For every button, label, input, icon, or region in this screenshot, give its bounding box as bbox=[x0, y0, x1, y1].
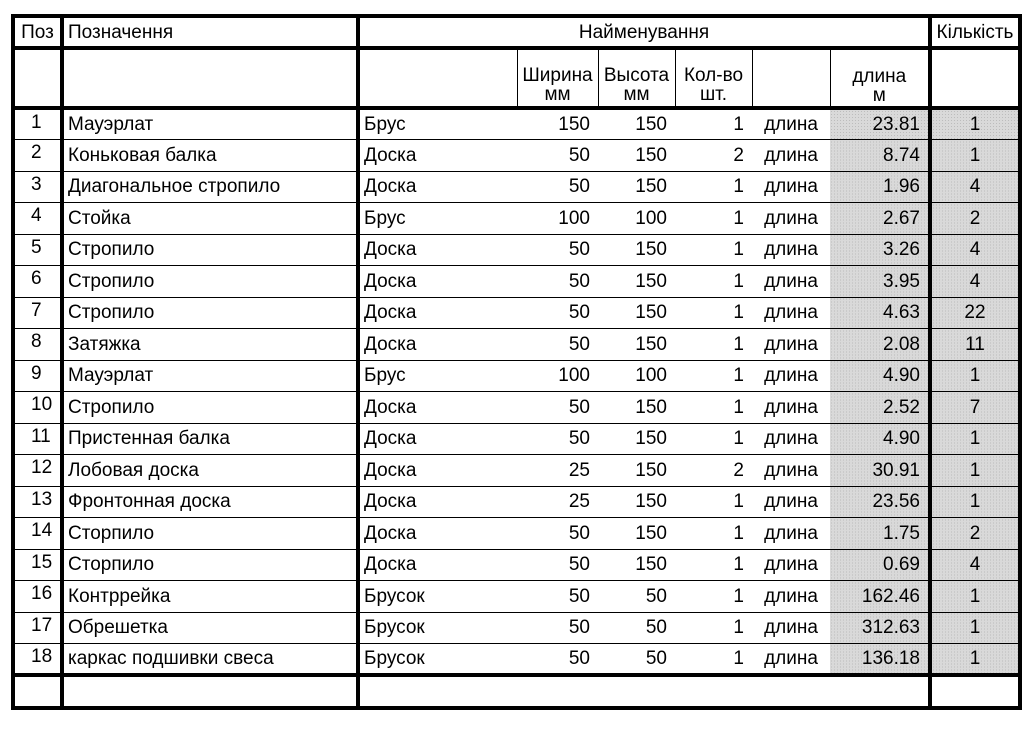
header-sub-material-empty bbox=[358, 48, 517, 108]
cell-quantity: 1 bbox=[930, 108, 1020, 140]
cell-length-word: длина bbox=[752, 203, 830, 235]
cell-width: 25 bbox=[517, 486, 598, 518]
cell-material: Брусок bbox=[358, 612, 517, 644]
table-row bbox=[13, 108, 1020, 140]
header-count bbox=[675, 48, 752, 108]
cell-count: 1 bbox=[675, 581, 752, 613]
cell-designation: Стропило bbox=[62, 234, 358, 266]
cell-height: 100 bbox=[598, 203, 675, 235]
empty-cell bbox=[13, 675, 62, 708]
cell-width: 150 bbox=[517, 108, 598, 140]
cell-quantity: 22 bbox=[930, 297, 1020, 329]
cell-material: Доска bbox=[358, 392, 517, 424]
header-height bbox=[598, 48, 675, 108]
cell-length: 4.90 bbox=[830, 360, 930, 392]
cell-length: 312.63 bbox=[830, 612, 930, 644]
table-row bbox=[13, 234, 1020, 266]
table-row bbox=[13, 171, 1020, 203]
cell-height: 150 bbox=[598, 297, 675, 329]
cell-length-word: длина bbox=[752, 108, 830, 140]
table-row bbox=[13, 549, 1020, 581]
header-width-unit: мм bbox=[544, 84, 571, 105]
table-row bbox=[13, 518, 1020, 550]
empty-cell bbox=[930, 675, 1020, 708]
cell-length-word: длина bbox=[752, 581, 830, 613]
cell-material: Доска bbox=[358, 266, 517, 298]
cell-material: Доска bbox=[358, 234, 517, 266]
cell-material: Доска bbox=[358, 423, 517, 455]
table-row bbox=[13, 392, 1020, 424]
cell-width: 50 bbox=[517, 518, 598, 550]
cell-count: 1 bbox=[675, 644, 752, 676]
cell-pos: 11 bbox=[13, 423, 62, 455]
cell-width: 50 bbox=[517, 612, 598, 644]
cell-length-word: длина bbox=[752, 234, 830, 266]
cell-width: 50 bbox=[517, 644, 598, 676]
cell-quantity: 1 bbox=[930, 612, 1020, 644]
cell-material: Доска bbox=[358, 518, 517, 550]
cell-designation: Пристенная балка bbox=[62, 423, 358, 455]
empty-cell bbox=[675, 675, 752, 708]
cell-designation: Затяжка bbox=[62, 329, 358, 361]
cell-length-word: длина bbox=[752, 486, 830, 518]
cell-quantity: 1 bbox=[930, 455, 1020, 487]
header-width-label: Ширина bbox=[522, 65, 593, 86]
header-sub-length-word-empty bbox=[752, 48, 830, 108]
cell-width: 50 bbox=[517, 140, 598, 172]
cell-length-word: длина bbox=[752, 140, 830, 172]
cell-designation: Коньковая балка bbox=[62, 140, 358, 172]
cell-material: Брусок bbox=[358, 581, 517, 613]
empty-cell bbox=[358, 675, 517, 708]
header-designation: Позначення bbox=[62, 16, 358, 48]
cell-count: 1 bbox=[675, 234, 752, 266]
empty-cell bbox=[752, 675, 830, 708]
cell-count: 1 bbox=[675, 108, 752, 140]
cell-pos: 10 bbox=[13, 392, 62, 424]
cell-width: 50 bbox=[517, 234, 598, 266]
cell-pos: 12 bbox=[13, 455, 62, 487]
cell-count: 1 bbox=[675, 549, 752, 581]
cell-length: 2.52 bbox=[830, 392, 930, 424]
cell-length: 2.08 bbox=[830, 329, 930, 361]
cell-pos: 17 bbox=[13, 612, 62, 644]
cell-length-word: длина bbox=[752, 329, 830, 361]
cell-width: 50 bbox=[517, 549, 598, 581]
cell-pos: 18 bbox=[13, 644, 62, 676]
cell-pos: 13 bbox=[13, 486, 62, 518]
cell-quantity: 11 bbox=[930, 329, 1020, 361]
cell-height: 150 bbox=[598, 234, 675, 266]
cell-designation: каркас подшивки свеса bbox=[62, 644, 358, 676]
cell-count: 1 bbox=[675, 612, 752, 644]
cell-count: 2 bbox=[675, 455, 752, 487]
cell-length: 23.81 bbox=[830, 108, 930, 140]
cell-pos: 7 bbox=[13, 297, 62, 329]
cell-height: 150 bbox=[598, 549, 675, 581]
cell-width: 50 bbox=[517, 392, 598, 424]
header-sub-pos-empty bbox=[13, 48, 62, 108]
cell-length: 8.74 bbox=[830, 140, 930, 172]
empty-cell bbox=[598, 675, 675, 708]
cell-quantity: 7 bbox=[930, 392, 1020, 424]
cell-designation: Стойка bbox=[62, 203, 358, 235]
header-row-main bbox=[13, 16, 1020, 48]
cell-material: Брусок bbox=[358, 644, 517, 676]
cell-length: 4.63 bbox=[830, 297, 930, 329]
cell-count: 1 bbox=[675, 266, 752, 298]
cell-height: 150 bbox=[598, 423, 675, 455]
cell-length-word: длина bbox=[752, 612, 830, 644]
header-pos: Поз bbox=[13, 16, 62, 48]
cell-length: 1.75 bbox=[830, 518, 930, 550]
table-row bbox=[13, 297, 1020, 329]
cell-pos: 2 bbox=[13, 140, 62, 172]
header-count-unit: шт. bbox=[699, 84, 728, 105]
cell-pos: 3 bbox=[13, 171, 62, 203]
cell-designation: Стропило bbox=[62, 266, 358, 298]
cell-length-word: длина bbox=[752, 423, 830, 455]
cell-length: 23.56 bbox=[830, 486, 930, 518]
specification-table bbox=[11, 14, 1022, 710]
cell-quantity: 1 bbox=[930, 140, 1020, 172]
cell-designation: Мауэрлат bbox=[62, 360, 358, 392]
cell-quantity: 4 bbox=[930, 549, 1020, 581]
cell-pos: 6 bbox=[13, 266, 62, 298]
cell-quantity: 1 bbox=[930, 644, 1020, 676]
cell-length: 162.46 bbox=[830, 581, 930, 613]
cell-designation: Контррейка bbox=[62, 581, 358, 613]
cell-material: Доска bbox=[358, 455, 517, 487]
header-name: Найменування bbox=[358, 16, 930, 48]
cell-pos: 1 bbox=[13, 108, 62, 140]
cell-height: 150 bbox=[598, 171, 675, 203]
cell-width: 25 bbox=[517, 455, 598, 487]
cell-height: 50 bbox=[598, 581, 675, 613]
header-length-label: длина bbox=[852, 66, 907, 87]
cell-material: Доска bbox=[358, 171, 517, 203]
empty-cell bbox=[62, 675, 358, 708]
header-length-unit: м bbox=[872, 85, 886, 106]
cell-quantity: 4 bbox=[930, 266, 1020, 298]
cell-height: 100 bbox=[598, 360, 675, 392]
header-row-sub bbox=[13, 48, 1020, 108]
cell-pos: 4 bbox=[13, 203, 62, 235]
cell-quantity: 1 bbox=[930, 360, 1020, 392]
cell-count: 1 bbox=[675, 518, 752, 550]
cell-material: Доска bbox=[358, 549, 517, 581]
cell-length: 30.91 bbox=[830, 455, 930, 487]
cell-width: 50 bbox=[517, 581, 598, 613]
cell-count: 1 bbox=[675, 423, 752, 455]
cell-height: 150 bbox=[598, 140, 675, 172]
cell-width: 50 bbox=[517, 423, 598, 455]
cell-designation: Мауэрлат bbox=[62, 108, 358, 140]
cell-width: 50 bbox=[517, 297, 598, 329]
cell-designation: Сторпило bbox=[62, 549, 358, 581]
cell-pos: 8 bbox=[13, 329, 62, 361]
cell-quantity: 1 bbox=[930, 581, 1020, 613]
cell-length-word: длина bbox=[752, 549, 830, 581]
empty-cell bbox=[517, 675, 598, 708]
cell-length: 4.90 bbox=[830, 423, 930, 455]
cell-pos: 14 bbox=[13, 518, 62, 550]
cell-pos: 16 bbox=[13, 581, 62, 613]
cell-count: 1 bbox=[675, 171, 752, 203]
cell-designation: Стропило bbox=[62, 297, 358, 329]
cell-count: 2 bbox=[675, 140, 752, 172]
table-row bbox=[13, 329, 1020, 361]
cell-designation: Стропило bbox=[62, 392, 358, 424]
table-row bbox=[13, 140, 1020, 172]
table-row bbox=[13, 486, 1020, 518]
cell-height: 150 bbox=[598, 518, 675, 550]
cell-quantity: 4 bbox=[930, 234, 1020, 266]
cell-length-word: длина bbox=[752, 266, 830, 298]
cell-length-word: длина bbox=[752, 455, 830, 487]
cell-designation: Фронтонная доска bbox=[62, 486, 358, 518]
cell-quantity: 4 bbox=[930, 171, 1020, 203]
cell-height: 150 bbox=[598, 392, 675, 424]
header-count-label: Кол-во bbox=[683, 65, 744, 86]
header-quantity: Кількість bbox=[930, 16, 1020, 48]
header-sub-designation-empty bbox=[62, 48, 358, 108]
cell-material: Доска bbox=[358, 329, 517, 361]
cell-material: Брус bbox=[358, 203, 517, 235]
table-row bbox=[13, 644, 1020, 676]
cell-length: 2.67 bbox=[830, 203, 930, 235]
cell-length-word: длина bbox=[752, 171, 830, 203]
cell-height: 50 bbox=[598, 612, 675, 644]
cell-count: 1 bbox=[675, 203, 752, 235]
cell-height: 150 bbox=[598, 455, 675, 487]
cell-width: 100 bbox=[517, 203, 598, 235]
empty-cell bbox=[830, 675, 930, 708]
table-row bbox=[13, 581, 1020, 613]
cell-length-word: длина bbox=[752, 297, 830, 329]
cell-width: 50 bbox=[517, 266, 598, 298]
cell-count: 1 bbox=[675, 329, 752, 361]
cell-pos: 9 bbox=[13, 360, 62, 392]
cell-quantity: 1 bbox=[930, 486, 1020, 518]
cell-height: 150 bbox=[598, 266, 675, 298]
cell-height: 50 bbox=[598, 644, 675, 676]
cell-length: 3.26 bbox=[830, 234, 930, 266]
table-row bbox=[13, 203, 1020, 235]
cell-width: 50 bbox=[517, 329, 598, 361]
cell-pos: 15 bbox=[13, 549, 62, 581]
cell-width: 100 bbox=[517, 360, 598, 392]
cell-length-word: длина bbox=[752, 644, 830, 676]
cell-count: 1 bbox=[675, 392, 752, 424]
cell-designation: Обрешетка bbox=[62, 612, 358, 644]
header-length bbox=[830, 48, 930, 108]
cell-material: Доска bbox=[358, 140, 517, 172]
cell-count: 1 bbox=[675, 297, 752, 329]
cell-count: 1 bbox=[675, 360, 752, 392]
cell-material: Брус bbox=[358, 108, 517, 140]
cell-width: 50 bbox=[517, 171, 598, 203]
table-row bbox=[13, 423, 1020, 455]
header-sub-quantity-empty bbox=[930, 48, 1020, 108]
cell-count: 1 bbox=[675, 486, 752, 518]
header-height-unit: мм bbox=[623, 84, 650, 105]
cell-quantity: 2 bbox=[930, 203, 1020, 235]
cell-material: Брус bbox=[358, 360, 517, 392]
cell-designation: Диагональное стропило bbox=[62, 171, 358, 203]
cell-quantity: 1 bbox=[930, 423, 1020, 455]
cell-length: 0.69 bbox=[830, 549, 930, 581]
cell-length: 3.95 bbox=[830, 266, 930, 298]
cell-height: 150 bbox=[598, 486, 675, 518]
cell-designation: Сторпило bbox=[62, 518, 358, 550]
header-width bbox=[517, 48, 598, 108]
cell-designation: Лобовая доска bbox=[62, 455, 358, 487]
table-row bbox=[13, 612, 1020, 644]
cell-length: 1.96 bbox=[830, 171, 930, 203]
table-row bbox=[13, 455, 1020, 487]
cell-height: 150 bbox=[598, 329, 675, 361]
cell-height: 150 bbox=[598, 108, 675, 140]
cell-material: Доска bbox=[358, 297, 517, 329]
table-row bbox=[13, 360, 1020, 392]
table-row-empty bbox=[13, 675, 1020, 708]
cell-pos: 5 bbox=[13, 234, 62, 266]
table-row bbox=[13, 266, 1020, 298]
cell-material: Доска bbox=[358, 486, 517, 518]
cell-length-word: длина bbox=[752, 360, 830, 392]
header-height-label: Высота bbox=[603, 65, 670, 86]
cell-quantity: 2 bbox=[930, 518, 1020, 550]
cell-length-word: длина bbox=[752, 518, 830, 550]
cell-length-word: длина bbox=[752, 392, 830, 424]
cell-length: 136.18 bbox=[830, 644, 930, 676]
